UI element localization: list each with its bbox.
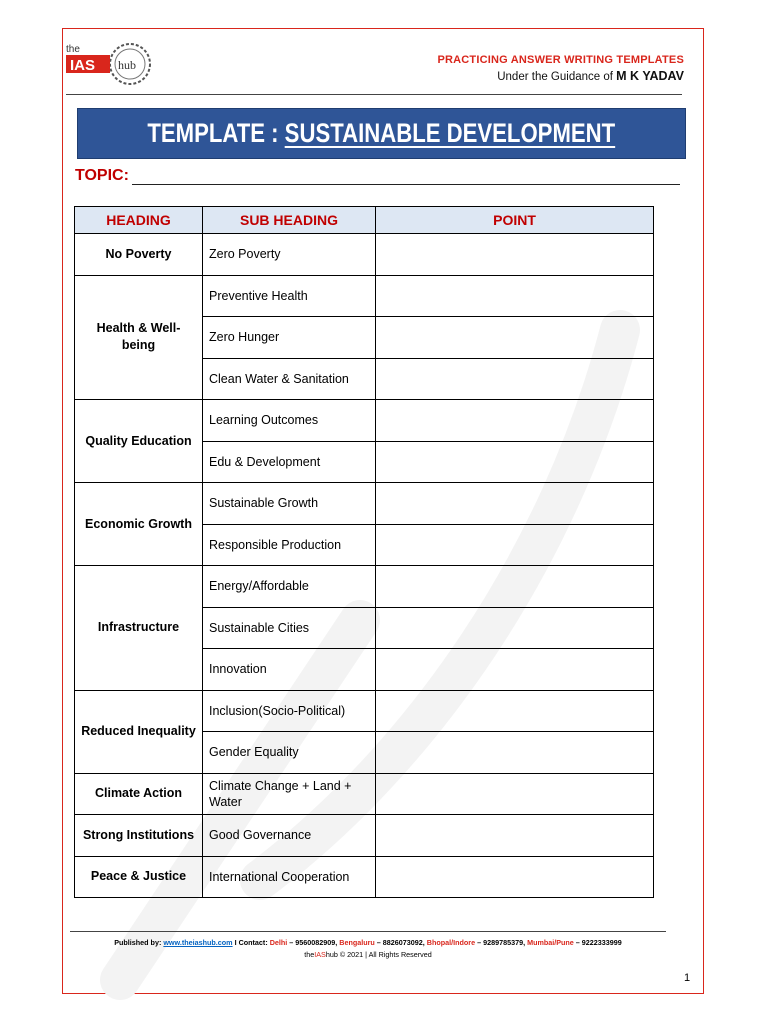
- row-subheading: Learning Outcomes: [203, 400, 376, 442]
- row-subheading: Good Governance: [203, 815, 376, 857]
- row-subheading: Preventive Health: [203, 275, 376, 317]
- point-cell[interactable]: [376, 773, 654, 815]
- table-row: [75, 815, 654, 857]
- row-heading: Infrastructure: [75, 566, 203, 691]
- footer-copyright: theIAShub © 2021 | All Rights Reserved: [304, 950, 432, 959]
- row-subheading: Sustainable Cities: [203, 607, 376, 649]
- row-subheading: Zero Hunger: [203, 317, 376, 359]
- col-point: POINT: [376, 207, 654, 234]
- point-cell[interactable]: [376, 234, 654, 276]
- point-cell[interactable]: [376, 275, 654, 317]
- header-guidance: Under the Guidance of M K YADAV: [497, 69, 684, 83]
- point-cell[interactable]: [376, 815, 654, 857]
- row-heading: No Poverty: [75, 234, 203, 276]
- point-cell[interactable]: [376, 358, 654, 400]
- row-subheading: Sustainable Growth: [203, 483, 376, 525]
- topic-label: TOPIC:: [75, 167, 129, 184]
- table-header-row: [75, 207, 654, 234]
- row-subheading: Energy/Affordable: [203, 566, 376, 608]
- row-subheading: International Cooperation: [203, 856, 376, 898]
- table-row: [75, 566, 654, 608]
- table-row: [75, 483, 654, 525]
- row-subheading: Innovation: [203, 649, 376, 691]
- template-banner: [77, 108, 686, 159]
- banner-prefix: TEMPLATE :: [147, 118, 285, 148]
- row-subheading: Edu & Development: [203, 441, 376, 483]
- table-row: [75, 234, 654, 276]
- point-cell[interactable]: [376, 441, 654, 483]
- point-cell[interactable]: [376, 566, 654, 608]
- table-row: [75, 856, 654, 898]
- row-subheading: Inclusion(Socio-Political): [203, 690, 376, 732]
- col-subheading: SUB HEADING: [203, 207, 376, 234]
- table-row: [75, 275, 654, 317]
- table-row: [75, 773, 654, 815]
- point-cell[interactable]: [376, 607, 654, 649]
- row-heading: Reduced Inequality: [75, 690, 203, 773]
- row-heading: Quality Education: [75, 400, 203, 483]
- row-subheading: Climate Change + Land + Water: [203, 773, 376, 815]
- footer-divider: [70, 931, 666, 932]
- footer: [70, 937, 666, 961]
- header-right: [437, 54, 684, 83]
- point-cell[interactable]: [376, 690, 654, 732]
- row-heading: Economic Growth: [75, 483, 203, 566]
- svg-text:IAS: IAS: [70, 57, 96, 74]
- point-cell[interactable]: [376, 317, 654, 359]
- footer-contact: Published by: www.theiashub.com I Contact: Delhi – 9560082909, Bengaluru – 8826073092, Bhopal/Indore – 9289785379, Mumbai/Pune – 9222333999: [114, 938, 622, 947]
- table-row: [75, 400, 654, 442]
- template-table: [74, 206, 654, 898]
- point-cell[interactable]: [376, 483, 654, 525]
- point-cell[interactable]: [376, 649, 654, 691]
- header-divider: [66, 94, 682, 95]
- svg-text:hub: hub: [118, 58, 136, 72]
- point-cell[interactable]: [376, 856, 654, 898]
- website-link[interactable]: www.theiashub.com: [163, 938, 233, 947]
- row-heading: Climate Action: [75, 773, 203, 815]
- row-heading: Peace & Justice: [75, 856, 203, 898]
- topic-input-line[interactable]: [132, 184, 680, 185]
- iashub-logo: [66, 40, 162, 90]
- row-subheading: Responsible Production: [203, 524, 376, 566]
- row-heading: Strong Institutions: [75, 815, 203, 857]
- row-subheading: Clean Water & Sanitation: [203, 358, 376, 400]
- svg-text:the: the: [66, 44, 80, 55]
- page-number: 1: [684, 972, 691, 984]
- banner-title: SUSTAINABLE DEVELOPMENT: [284, 118, 616, 148]
- row-subheading: Gender Equality: [203, 732, 376, 774]
- point-cell[interactable]: [376, 524, 654, 566]
- row-heading: Health & Well-being: [75, 275, 203, 400]
- row-subheading: Zero Poverty: [203, 234, 376, 276]
- col-heading: HEADING: [75, 207, 203, 234]
- guide-name: M K YADAV: [616, 69, 684, 83]
- table-row: [75, 690, 654, 732]
- point-cell[interactable]: [376, 400, 654, 442]
- point-cell[interactable]: [376, 732, 654, 774]
- header-title: PRACTICING ANSWER WRITING TEMPLATES: [437, 54, 684, 66]
